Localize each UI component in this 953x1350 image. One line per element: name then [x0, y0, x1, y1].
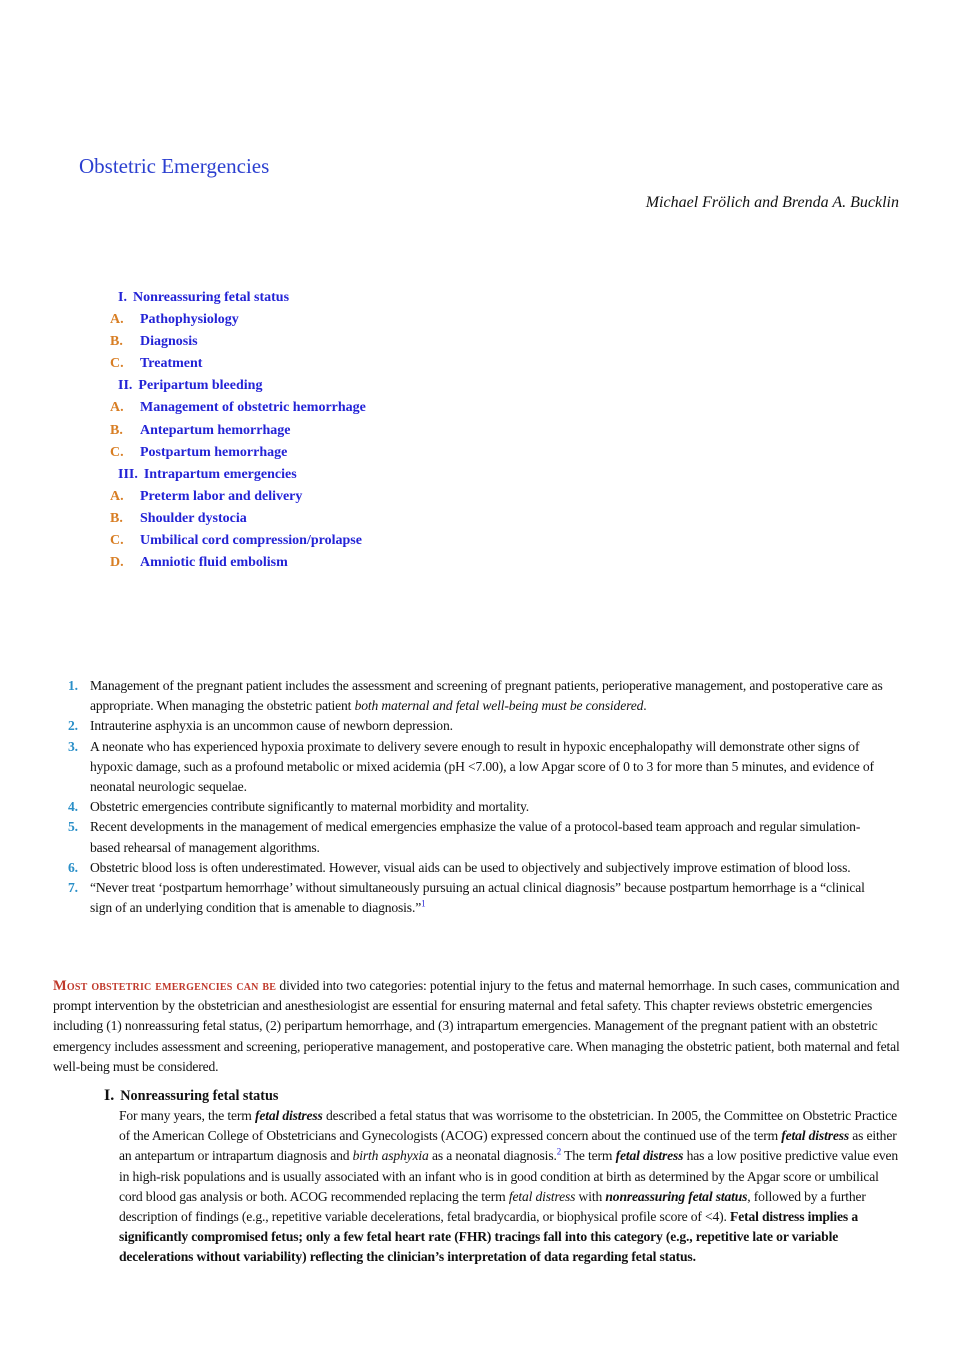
intro-paragraph: Most obstetric emergencies can be divided into two categories: potential injury to the fetus and maternal hemorrhage. In such cases, communication and prompt intervention by the obstetrician and anesthesiologist are essential for ensuring maternal and fetal safety. This chapter reviews obstetric emergencies including (1) nonreassuring fetal status, (2) peripartum hemorrhage, and (3) intrapartum emergencies. Management of the pregnant patient with an obstetric emergency includes assessment and screening, perioperative management, and postoperative care. When managing the obstetric patient, both maternal and fetal well-being must be considered.	[53, 978, 900, 1074]
term: fetal distress	[781, 1128, 850, 1144]
term: fetal distress	[254, 1108, 323, 1123]
key-point: 2. Intrauterine asphyxia is an uncommon cause of newborn depression.	[68, 718, 453, 734]
section-heading: I. Nonreassuring fetal status	[104, 1087, 279, 1104]
chapter-outline	[110, 287, 530, 574]
outline-item[interactable]: I. Nonreassuring fetal status	[118, 290, 290, 305]
intro-lead: Most obstetric emergencies can be	[53, 978, 277, 994]
key-point: 3. A neonate who has experienced hypoxia proximate to delivery severe enough to result in hypoxic encephalopathy will demonstrate other signs of hypoxic damage, such as a profound metabolic or mixed acidemia (pH <7.00), a low Apgar score of 0 to 3 for more than 5 minutes, and evidence of neonatal neurologic sequelae.	[68, 738, 874, 795]
term: birth asphyxia	[352, 1148, 429, 1164]
key-point: 1. Management of the pregnant patient includes the assessment and screening of pregnant patients, perioperative management, and postoperative care as appropriate. When managing the obstetric patient both maternal and fetal well-being must be considered.	[68, 678, 883, 714]
reference-link[interactable]: 2	[556, 1146, 562, 1157]
key-point: 5. Recent developments in the management of medical emergencies emphasize the value of a protocol-based team approach and regular simulation-based rehearsal of management algorithms.	[68, 819, 861, 855]
outline-item[interactable]: B. Shoulder dystocia	[110, 510, 247, 526]
outline-item[interactable]: D. Amniotic fluid embolism	[110, 555, 288, 571]
term: fetal distress	[508, 1188, 576, 1204]
outline-item[interactable]: C. Umbilical cord compression/prolapse	[110, 533, 362, 549]
outline-item[interactable]: A. Pathophysiology	[110, 312, 239, 328]
key-point: 6. Obstetric blood loss is often underestimated. However, visual aids can be used to objectively and subjectively improve estimation of blood loss.	[68, 859, 851, 875]
term: nonreassuring fetal status	[605, 1188, 748, 1204]
key-statement: Fetal distress implies a significantly compromised fetus; only a few fetal heart rate (FHR) tracings fall into this category (e.g., repetitive late or variable decelerations without variability) reflecting the clinician’s interpretation of data regarding fetal status.	[119, 1209, 858, 1265]
key-point: 4. Obstetric emergencies contribute significantly to maternal morbidity and mortality.	[68, 799, 530, 815]
chapter-title: Obstetric Emergencies	[79, 154, 270, 178]
outline-item[interactable]: A. Preterm labor and delivery	[110, 488, 303, 504]
outline-item[interactable]: A. Management of obstetric hemorrhage	[110, 400, 366, 416]
section-nonreassuring-fetal-status	[104, 1086, 904, 1268]
outline-item[interactable]: C. Treatment	[110, 356, 203, 372]
outline-item[interactable]: III. Intrapartum emergencies	[118, 466, 297, 482]
reference-link[interactable]: 1	[421, 898, 426, 909]
outline-item[interactable]: B. Diagnosis	[110, 334, 198, 350]
outline-item[interactable]: II. Peripartum bleeding	[118, 378, 263, 394]
outline-item[interactable]: B. Antepartum hemorrhage	[110, 422, 291, 438]
section-paragraph: For many years, the term fetal distress described a fetal status that was worrisome to the obstetrician. In 2005, the Committee on Obstetric Practice of the American College of Obstetricians and Gynecologists (ACOG) expressed concern about the continued use of the term fetal distress as either an antepartum or intrapartum diagnosis and birth asphyxia as a neonatal diagnosis.$^2$ The term fetal distress has a low positive predictive value even in high-risk populations and is usually associated with an infant who is in good condition at birth as determined by the Apgar score or umbilical cord blood gas analysis or both. ACOG recommended replacing the term fetal distress with nonreassuring fetal status, followed by a further description of findings (e.g., repetitive variable decelerations, fetal bradycardia, or biophysical profile score of <4). Fetal distress implies a significantly compromised fetus; only a few fetal heart rate (FHR) tracings fall into this category (e.g., repetitive late or variable decelerations without variability) reflecting the clinician’s interpretation of data regarding fetal status.	[119, 1108, 899, 1265]
chapter-authors: Michael Frölich and Brenda A. Bucklin	[645, 194, 899, 211]
outline-item[interactable]: C. Postpartum hemorrhage	[110, 444, 288, 460]
term: fetal distress	[615, 1148, 684, 1164]
key-points-list	[60, 676, 890, 918]
key-point: 7. “Never treat ‘postpartum hemorrhage’ without simultaneously pursuing an actual clinical diagnosis” because postpartum hemorrhage is a “clinical sign of an underlying condition that is amenable to diagnosis.”$^1$	[68, 880, 865, 916]
